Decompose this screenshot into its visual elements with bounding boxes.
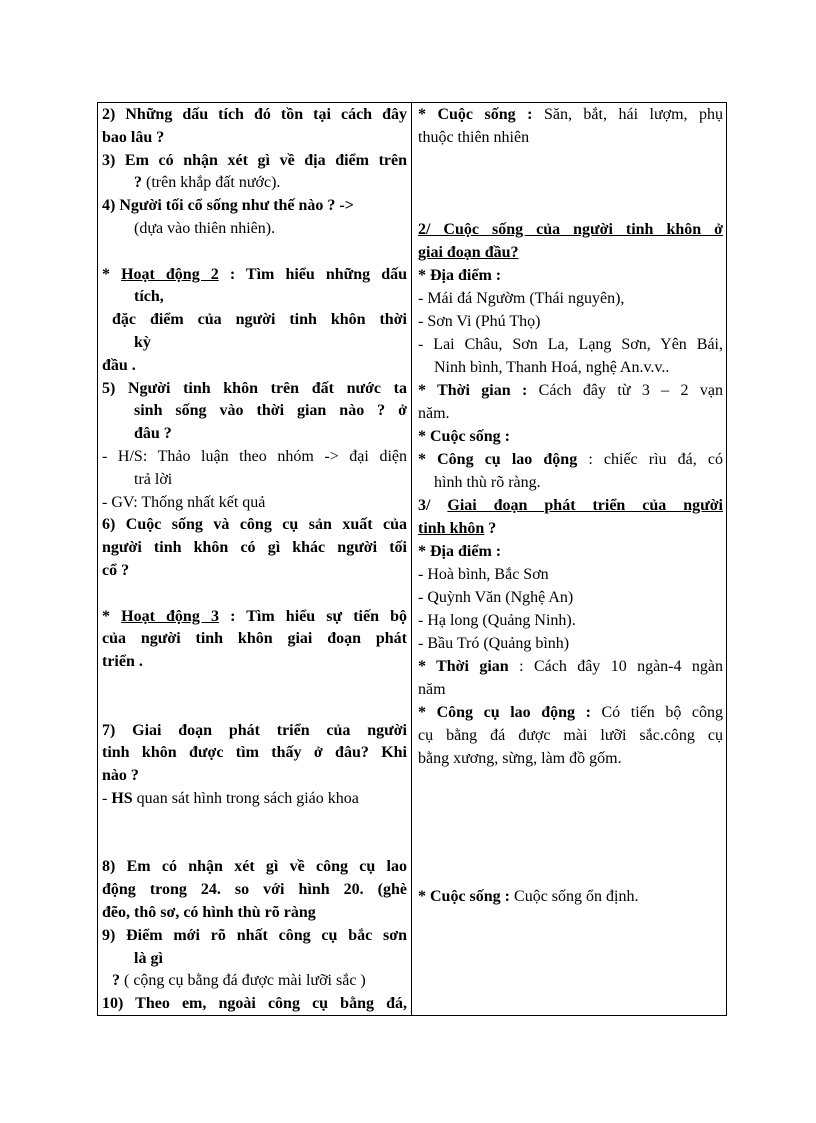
right-column-line xyxy=(418,862,723,885)
text-run: đặc điểm của người tinh khôn thời xyxy=(112,311,407,329)
text-run: - Hạ long (Quảng Ninh). xyxy=(418,612,576,629)
text-run: triển . xyxy=(102,653,143,671)
text-run: Hoạt động 3 xyxy=(121,607,219,625)
text-run: : Tìm hiểu sự tiến bộ xyxy=(218,607,407,625)
right-column-line xyxy=(418,448,723,471)
right-column-line xyxy=(418,471,723,494)
text-run: hình thù rõ ràng. xyxy=(434,474,541,491)
text-run: đâu ? xyxy=(134,425,172,443)
right-column-line xyxy=(418,494,723,517)
text-run: HS xyxy=(111,790,133,807)
left-column-line xyxy=(102,445,407,468)
left-column-line xyxy=(102,650,407,673)
left-column-line xyxy=(102,354,407,377)
text-run: bao lâu ? xyxy=(102,128,165,146)
right-column-line xyxy=(418,402,723,425)
text-run: - Bầu Tró (Quảng bình) xyxy=(418,635,570,652)
text-run: : Tìm hiểu những dấu xyxy=(218,265,407,283)
text-run: tinh khôn xyxy=(418,520,485,537)
left-column-line xyxy=(102,787,407,810)
right-column-line xyxy=(418,632,723,655)
text-run: kỳ xyxy=(134,334,151,351)
text-run: (dựa vào thiên nhiên). xyxy=(134,220,276,237)
text-run: * Địa điểm : xyxy=(418,267,502,284)
left-column-line xyxy=(102,217,407,240)
text-run: 4) Người tối cổ sống như thế nào ? -> xyxy=(102,197,354,215)
left-column-line xyxy=(102,103,407,126)
right-column-line xyxy=(418,885,723,908)
left-column-line xyxy=(102,399,407,422)
text-run: * Cuộc sống : xyxy=(418,106,533,123)
left-column-line xyxy=(102,194,407,217)
text-run: Ninh bình, Thanh Hoá, nghệ An.v.v.. xyxy=(434,359,670,376)
left-column-line xyxy=(102,673,407,696)
left-column-line xyxy=(102,605,407,628)
text-run: người tinh khôn có gì khác người tối xyxy=(102,539,407,557)
right-column-line xyxy=(418,586,723,609)
left-column-line xyxy=(102,719,407,742)
left-column-line xyxy=(102,947,407,970)
text-run: sinh sống vào thời gian nào ? ở xyxy=(134,402,407,420)
text-run: - H/S: Thảo luận theo nhóm -> đại diện xyxy=(102,448,407,465)
left-column-line xyxy=(102,833,407,856)
text-run: trả lời xyxy=(134,470,173,488)
left-column-line xyxy=(102,171,407,194)
right-column-line xyxy=(418,540,723,563)
text-run: 9) Điểm mới rõ nhất công cụ bắc sơn xyxy=(102,926,407,944)
text-run: ? xyxy=(112,972,124,990)
text-run: đẽo, thô sơ, có hình thù rõ ràng xyxy=(102,904,316,921)
text-run: là gì xyxy=(134,949,163,967)
text-run: đầu . xyxy=(102,356,136,374)
right-column-line xyxy=(418,149,723,172)
text-run: 3) Em có nhận xét gì về địa điểm trên xyxy=(102,151,407,169)
right-column-line xyxy=(418,333,723,356)
text-run: nào ? xyxy=(102,767,139,785)
right-column-line xyxy=(418,701,723,724)
text-run: 6) Cuộc sống và công cụ sản xuất của xyxy=(102,516,407,534)
text-run: Cách đây từ 3 – 2 vạn xyxy=(527,382,723,399)
text-run: 5) Người tinh khôn trên đất nước ta xyxy=(102,379,407,397)
left-column xyxy=(102,103,407,1015)
left-column-line xyxy=(102,582,407,605)
text-run: năm. xyxy=(418,405,450,422)
left-column-line xyxy=(102,855,407,878)
text-run: Hoạt động 2 xyxy=(121,265,219,283)
right-column-line xyxy=(418,816,723,839)
left-column-line xyxy=(102,491,407,514)
right-column-line xyxy=(418,839,723,862)
text-run: Săn, bắt, hái lượm, phụ xyxy=(532,106,723,123)
text-run: * Cuộc sống : xyxy=(418,888,511,905)
text-run: năm xyxy=(418,681,446,698)
text-run: 3/ xyxy=(418,497,448,514)
right-column-line xyxy=(418,356,723,379)
text-run: tích, xyxy=(134,288,164,306)
text-run: 2/ Cuộc sống của người tinh khôn ở xyxy=(418,221,723,238)
lesson-table xyxy=(97,102,727,1016)
right-column-line xyxy=(418,678,723,701)
left-column-line xyxy=(102,263,407,286)
right-column-line xyxy=(418,172,723,195)
text-run: 7) Giai đoạn phát triển của người xyxy=(102,721,407,739)
text-run: cổ ? xyxy=(102,562,130,579)
text-run: * Công cụ lao động xyxy=(418,451,578,468)
left-column-line xyxy=(102,901,407,924)
text-run: cụ bằng đá được mài lưỡi sắc.công cụ xyxy=(418,727,723,744)
right-column-line xyxy=(418,310,723,333)
left-column-line xyxy=(102,240,407,263)
text-run: của người tinh khôn giai đoạn phát xyxy=(102,630,407,648)
left-column-line xyxy=(102,969,407,992)
left-column-line xyxy=(102,422,407,445)
right-column-line xyxy=(418,264,723,287)
left-column-line xyxy=(102,468,407,491)
left-column-line xyxy=(102,696,407,719)
text-run: ? xyxy=(484,520,497,537)
text-run: ? xyxy=(134,174,146,192)
left-column-line xyxy=(102,377,407,400)
right-column xyxy=(418,103,723,1015)
right-column-line xyxy=(418,379,723,402)
right-column-line xyxy=(418,126,723,149)
text-run: * Địa điểm : xyxy=(418,543,502,560)
text-run: 10) Theo em, ngoài công cụ bằng đá, xyxy=(102,995,407,1013)
right-column-line xyxy=(418,770,723,793)
text-run: thuộc thiên nhiên xyxy=(418,129,530,146)
right-column-line xyxy=(418,609,723,632)
text-run: quan sát hình trong sách giáo khoa xyxy=(132,790,359,807)
text-run: (trên khắp đất nước). xyxy=(146,174,281,192)
text-run: * Thời gian xyxy=(418,658,509,675)
left-column-line xyxy=(102,126,407,149)
column-divider xyxy=(411,103,412,1015)
text-run: 2) Những dấu tích đó tồn tại cách đây xyxy=(102,106,407,123)
text-run: * xyxy=(102,607,122,625)
right-column-line xyxy=(418,793,723,816)
left-column-line xyxy=(102,878,407,901)
text-run: - Lai Châu, Sơn La, Lạng Sơn, Yên Bái, xyxy=(418,336,723,353)
left-column-line xyxy=(102,331,407,354)
left-column-line xyxy=(102,764,407,787)
left-column-line xyxy=(102,992,407,1015)
text-run: Có tiến bộ công xyxy=(590,704,723,721)
text-run: * xyxy=(102,265,122,283)
right-column-line xyxy=(418,195,723,218)
right-column-line xyxy=(418,103,723,126)
right-column-line xyxy=(418,287,723,310)
text-run: giai đoạn đầu? xyxy=(418,244,519,261)
text-run: - Quỳnh Văn (Nghệ An) xyxy=(418,589,574,606)
text-run: - xyxy=(102,790,112,807)
left-column-line xyxy=(102,559,407,582)
left-column-line xyxy=(102,810,407,833)
text-run: - Sơn Vi (Phú Thọ) xyxy=(418,313,541,330)
text-run: - Mái đá Ngườm (Thái nguyên), xyxy=(418,290,625,307)
right-column-line xyxy=(418,655,723,678)
text-run: Giai đoạn phát triển của người xyxy=(447,497,723,514)
text-run: - Hoà bình, Bắc Sơn xyxy=(418,566,549,583)
text-run: 8) Em có nhận xét gì về công cụ lao xyxy=(102,858,407,876)
right-column-line xyxy=(418,425,723,448)
text-run: - GV: Thống nhất kết quả xyxy=(102,493,266,511)
text-run: Cuộc sống ổn định. xyxy=(510,888,639,905)
text-run: : chiếc rìu đá, có xyxy=(577,451,723,468)
text-run: * Công cụ lao động : xyxy=(418,704,591,721)
text-run: tinh khôn được tìm thấy ở đâu? Khi xyxy=(102,744,407,762)
text-run: động trong 24. so với hình 20. (ghè xyxy=(102,881,407,899)
right-column-line xyxy=(418,241,723,264)
left-column-line xyxy=(102,536,407,559)
text-run: ( cộng cụ bằng đá được mài lưỡi sắc ) xyxy=(124,972,366,990)
text-run: * Cuộc sống : xyxy=(418,428,511,445)
left-column-line xyxy=(102,741,407,764)
left-column-line xyxy=(102,149,407,172)
left-column-line xyxy=(102,285,407,308)
right-column-line xyxy=(418,724,723,747)
text-run: * Thời gian : xyxy=(418,382,528,399)
right-column-line xyxy=(418,517,723,540)
text-run: bằng xương, sừng, làm đồ gốm. xyxy=(418,750,622,767)
right-column-line xyxy=(418,747,723,770)
left-column-line xyxy=(102,308,407,331)
right-column-line xyxy=(418,218,723,241)
text-run: : Cách đây 10 ngàn-4 ngàn xyxy=(508,658,723,675)
left-column-line xyxy=(102,513,407,536)
left-column-line xyxy=(102,627,407,650)
right-column-line xyxy=(418,563,723,586)
left-column-line xyxy=(102,924,407,947)
